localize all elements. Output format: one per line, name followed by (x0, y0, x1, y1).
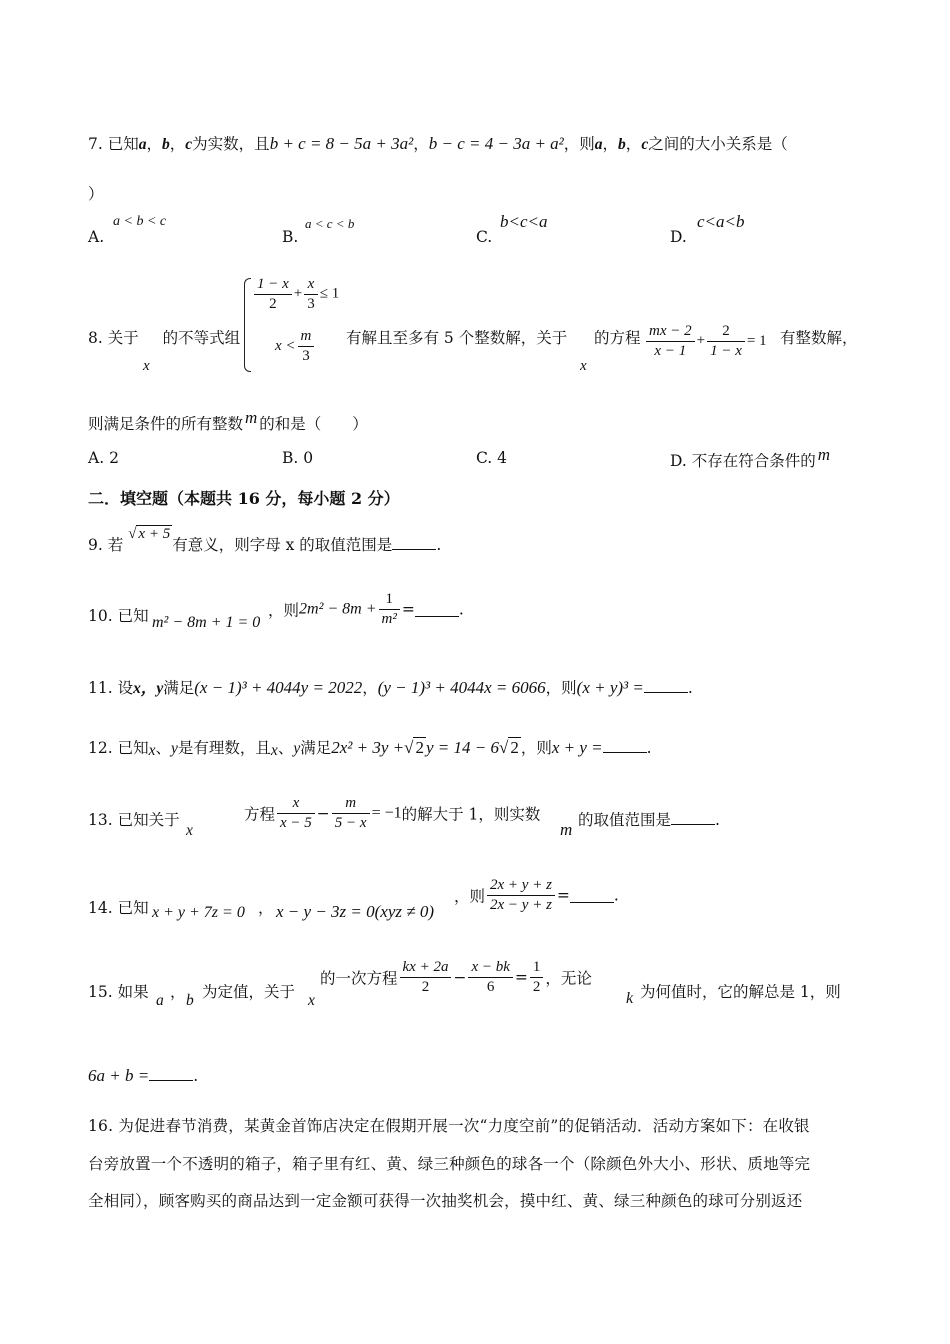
separator: 、 (277, 739, 294, 757)
var-y: y (293, 740, 301, 757)
var-c: c (641, 136, 649, 153)
fraction-numerator: 1 − x (254, 275, 292, 295)
var-a: a (594, 136, 603, 153)
fraction-numerator: x − bk (468, 958, 512, 978)
question-text: 为实数，且 (192, 135, 270, 153)
sqrt-expression: √ 2 (498, 738, 519, 757)
expression: 6a + b = (88, 1066, 150, 1085)
answer-blank[interactable] (671, 810, 715, 825)
var-x: x (186, 822, 193, 839)
separator: 、 (155, 739, 172, 757)
question-text: 为定值，关于 (202, 983, 296, 1001)
question-12 (88, 736, 652, 758)
option-d-expr: c<a<b (697, 212, 745, 231)
question-9 (88, 526, 442, 555)
radicand: 2 (415, 738, 424, 757)
equation-part: y = 14 − 6 (425, 738, 499, 757)
question-16-line2: 台旁放置一个不透明的箱子，箱子里有红、黄、绿三种颜色的球各一个（除颜色外大小、形状、质地等完 (88, 1155, 811, 1173)
var-x: x (148, 742, 156, 759)
answer-blank[interactable] (644, 678, 688, 693)
question-8-text: 有整数解， (780, 329, 858, 347)
relation: ≤ 1 (319, 285, 340, 302)
separator: ， (170, 983, 186, 1001)
equation: b + c = 8 − 5a + 3a² (269, 134, 414, 153)
var-m: m (560, 820, 573, 839)
question-text: 是有理数，且 (177, 739, 271, 757)
question-text: 有意义，则字母 x 的取值范围是 (172, 536, 393, 554)
question-text: 已知关于 (117, 811, 180, 829)
equation: (x − 1)³ + 4044y = 2022 (194, 678, 363, 697)
option-d (670, 445, 831, 471)
question-number: 11. (88, 679, 113, 697)
radicand: x + 5 (138, 526, 171, 542)
option-text: 2 (109, 449, 119, 467)
question-text: 关于 (107, 329, 139, 347)
operator: + (293, 285, 303, 302)
fraction-denominator: 2 (532, 978, 541, 995)
option-label: A. (88, 228, 105, 246)
separator: ， (362, 679, 378, 697)
var-x: x (308, 992, 315, 1009)
var-x: x (580, 358, 587, 374)
question-text: ，则 (545, 679, 577, 697)
option-a (88, 228, 104, 246)
fraction-numerator: mx − 2 (646, 322, 695, 342)
question-14-intro (88, 896, 149, 918)
vars: x，y (133, 680, 164, 697)
rhs: = −1 (371, 804, 402, 822)
option-a (88, 449, 119, 467)
system-brace (244, 278, 251, 372)
option-label: D. (670, 228, 687, 246)
equation: b − c = 4 − 3a + a² (428, 134, 564, 153)
fraction-denominator: 3 (307, 295, 315, 312)
fraction-denominator: x − 1 (654, 342, 687, 359)
question-text: 的解大于 1，则实数 (401, 805, 541, 824)
option-a-expr: a < b < c (113, 214, 167, 229)
operator: − (453, 968, 467, 987)
option-c (476, 449, 507, 467)
equation: x + y + 7z = 0 (152, 904, 245, 921)
fraction-denominator: m² (381, 610, 397, 627)
fraction-numerator: m (298, 327, 315, 347)
question-number: 15. (88, 983, 113, 1001)
answer-blank[interactable] (415, 602, 459, 617)
fraction-numerator: kx + 2a (400, 958, 452, 978)
question-13-eq (244, 794, 540, 833)
question-16-line3: 全相同），顾客购买的商品达到一定金额可获得一次抽奖机会，摸中红、黄、绿三种颜色的球可分别返还 (88, 1192, 803, 1210)
question-8-text: 的方程 (594, 329, 641, 347)
period: . (646, 739, 652, 757)
option-label: C. (476, 228, 493, 246)
rhs: = 1 (746, 332, 767, 349)
question-text: 满足 (300, 739, 332, 757)
question-text: 如果 (117, 983, 149, 1001)
option-b (282, 228, 298, 246)
question-8-intro (88, 326, 240, 348)
period: . (193, 1067, 199, 1085)
period: . (687, 679, 693, 697)
var-a: a (138, 136, 147, 153)
period: . (613, 886, 619, 905)
option-c-expr: b<c<a (500, 212, 548, 231)
radicand: 2 (510, 738, 519, 757)
var-b: b (186, 992, 194, 1009)
question-number: 13. (88, 811, 113, 829)
question-11 (88, 676, 693, 698)
separator: ， (413, 135, 429, 153)
period: . (715, 811, 720, 829)
question-15-eq (320, 958, 592, 997)
fraction-denominator: x − 5 (280, 814, 312, 831)
question-15-line2 (88, 1066, 198, 1086)
fraction-denominator: 2 (269, 295, 277, 312)
question-16-line1 (88, 1114, 810, 1136)
equals: = (514, 968, 528, 987)
question-8-line2 (88, 408, 368, 434)
lhs: x < (275, 337, 296, 354)
sqrt-expression: √ 2 (404, 738, 424, 757)
answer-blank[interactable] (603, 738, 647, 753)
expression: (x + y)³ = (576, 678, 644, 697)
sqrt-expression: √ x + 5 (128, 526, 171, 542)
fraction-denominator: 2 (421, 978, 430, 995)
question-text: 方程 (244, 805, 276, 824)
question-text: 的一次方程 (320, 969, 398, 988)
var-c: c (185, 136, 193, 153)
question-text: 已知 (117, 899, 149, 917)
question-number: 12. (88, 739, 113, 757)
fraction-denominator: 3 (302, 347, 310, 364)
separator: ， (258, 899, 274, 917)
equation: (y − 1)³ + 4044x = 6066 (377, 678, 546, 697)
fraction-numerator: 1 (379, 590, 400, 610)
var-a: a (156, 992, 164, 1009)
question-10 (88, 604, 149, 626)
question-text: ，则 (563, 135, 595, 153)
equals: = (556, 886, 570, 905)
inequality-1 (252, 275, 339, 314)
expression: 2m² − 8m + (299, 600, 377, 618)
question-text: ，无论 (545, 969, 592, 988)
question-text: 满足 (163, 679, 195, 697)
equals: = (401, 600, 415, 619)
question-text: 的取值范围是 (578, 811, 672, 829)
fraction-denominator: 1 − x (710, 342, 742, 359)
question-7: 7. 已知a，b，c为实数，且b + c = 8 − 5a + 3a²，b − c = 4 − 3a + a²，则a，b，c之间的大小关系是（ (88, 134, 788, 153)
option-label: A. (88, 449, 105, 467)
fraction-numerator: 1 (530, 958, 544, 978)
option-b-expr: a < c < b (305, 216, 355, 231)
question-14-expr (454, 876, 619, 915)
answer-blank[interactable] (149, 1066, 193, 1081)
option-text: 4 (497, 449, 508, 467)
question-text: 为何值时，它的解总是 1，则 (640, 983, 841, 1001)
inequality-2 (275, 327, 316, 366)
question-text: 的不等式组 (162, 329, 241, 347)
option-b (282, 449, 313, 467)
option-c (476, 228, 492, 246)
operator: + (696, 332, 706, 349)
option-label: C. (476, 449, 493, 467)
question-text: 已知 (117, 607, 149, 625)
var-y: y (171, 740, 178, 757)
question-text: 已知 (107, 135, 139, 153)
question-number: 16. (88, 1117, 114, 1135)
question-text: 设 (117, 679, 134, 697)
fraction-numerator: 2 (707, 322, 745, 342)
answer-blank[interactable] (392, 535, 436, 550)
question-10-expr (268, 590, 464, 629)
equation-q8 (644, 322, 767, 361)
question-number: 9. (88, 536, 103, 554)
question-text: 之间的大小关系是（ (648, 135, 788, 153)
option-label: D. (670, 452, 687, 470)
fraction-numerator: x (304, 275, 318, 295)
option-text: 0 (303, 449, 314, 467)
section-heading: 二．填空题（本题共 16 分，每小题 2 分） (88, 489, 400, 508)
question-13-intro (88, 808, 180, 830)
expression: x + y = (551, 738, 603, 757)
condition: m² − 8m + 1 = 0 (152, 614, 261, 631)
question-number: 10. (88, 607, 113, 625)
answer-blank[interactable] (570, 888, 614, 903)
question-text: ，则 (520, 739, 552, 757)
fraction-denominator: 6 (486, 978, 495, 995)
question-text: 的和是（ ） (259, 415, 368, 433)
question-15-intro (88, 980, 149, 1002)
fraction-numerator: 2x + y + z (487, 876, 555, 896)
var-x: x (143, 358, 150, 374)
question-text: 若 (107, 536, 124, 554)
var-x: x (270, 742, 278, 759)
var-m: m (817, 445, 831, 464)
question-number: 8. (88, 329, 103, 347)
var-b: b (618, 136, 626, 153)
var-m: m (245, 408, 258, 427)
option-label: B. (282, 449, 299, 467)
question-number: 14. (88, 899, 113, 917)
question-8-text: 有解且至多有 5 个整数解，关于 (346, 329, 568, 347)
period: . (458, 600, 464, 619)
equation-part: 2x² + 3y + (331, 738, 405, 757)
fraction-denominator: 5 − x (334, 814, 367, 831)
question-text: 则满足条件的所有整数 (88, 415, 244, 433)
operator: − (316, 804, 330, 823)
question-number: 7. (88, 135, 103, 153)
var-b: b (162, 136, 170, 153)
question-text: ，则 (454, 887, 486, 906)
option-label: B. (282, 228, 299, 246)
fraction-denominator: 2x − y + z (490, 896, 552, 913)
fraction-numerator: x (277, 794, 315, 814)
option-text: 不存在符合条件的 (691, 452, 816, 470)
var-k: k (626, 990, 634, 1007)
question-text: 已知 (117, 739, 149, 757)
period: . (436, 536, 442, 554)
question-text: 为促进春节消费，某黄金首饰店决定在假期开展一次“力度空前”的促销活动．活动方案如下：在收银 (118, 1117, 810, 1135)
option-d (670, 228, 687, 246)
question-7-close: ） (88, 185, 104, 203)
equation: x − y − 3z = 0(xyz ≠ 0) (276, 902, 434, 921)
question-13-end (578, 808, 720, 830)
fraction-numerator: m (332, 794, 370, 814)
question-text: ，则 (268, 601, 300, 620)
